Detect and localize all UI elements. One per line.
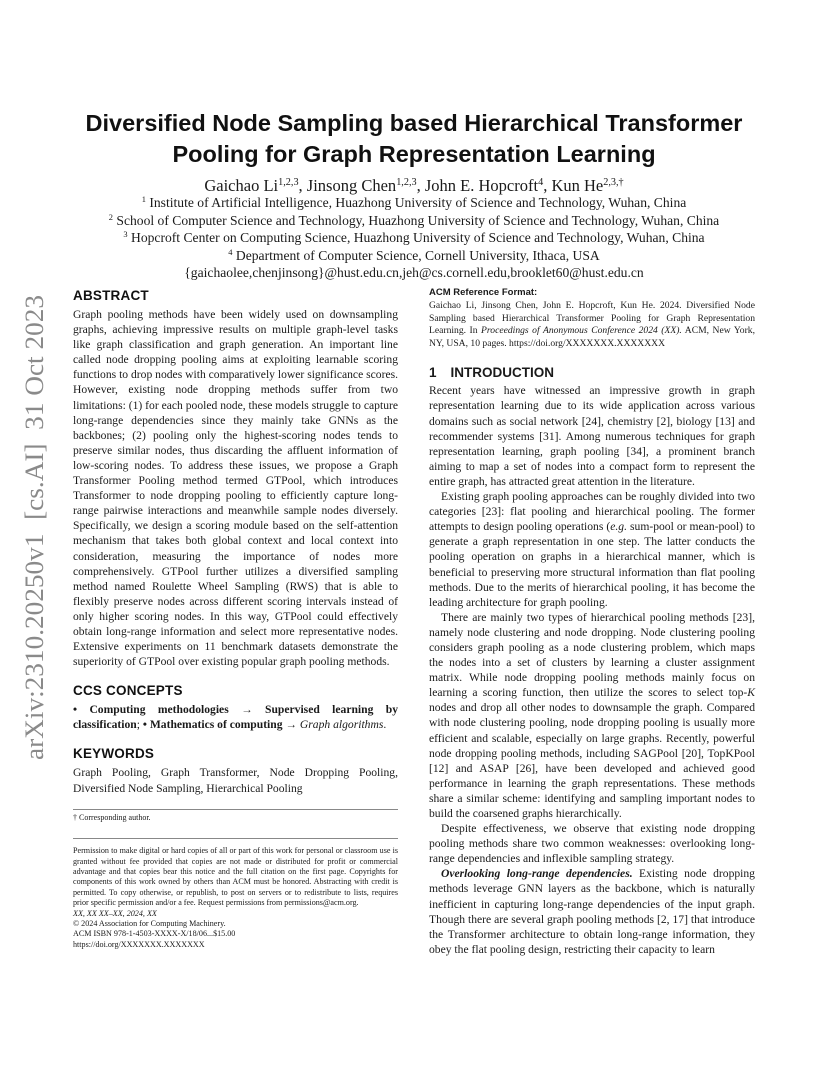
section-number: 1	[429, 365, 437, 381]
keywords-text: Graph Pooling, Graph Transformer, Node Dropping Pooling, Diversified Node Sampling, Hierarchical Pooling	[73, 766, 398, 795]
paragraph-run-in-heading: Overlooking long-range dependencies.	[441, 867, 633, 881]
arxiv-identifier-stamp	[8, 0, 58, 1072]
arxiv-stamp-text: arXiv:2310.20250v1 [cs.AI] 31 Oct 2023	[19, 308, 49, 760]
section-title: INTRODUCTION	[450, 365, 555, 381]
venue-line: XX, XX XX–XX, 2024, XX	[73, 908, 157, 918]
ccs-text: • Computing methodologies → Supervised learning by classification; • Mathematics of computing → Graph algorithms.	[73, 703, 398, 732]
affiliation-4: $^4$ Department of Computer Science, Cornell University, Ithaca, USA	[228, 246, 600, 263]
intro-paragraph-3: There are mainly two types of hierarchical pooling methods [23], namely node clustering and node dropping. Node clustering pooling considers graph pooling as a node clustering problem, which maps the nodes into a set of clusters by learning a cluster assignment matrix. While node dropping pooling methods mainly focus on learning a scoring function, then utilize the scores to select top-K nodes and drop all other nodes to downsample the graph. Compared with node clustering pooling, node dropping pooling is usually more efficient and scalable, especially on large graphs. Recently, powerful node dropping pooling methods, including SAGPool [20], TopKPool [12] and ASAP [26], have been developed and achieved good performance in learning the graph representations. These methods share a similar scheme: identifying and sampling important nodes to build the coarsened graphs hierarchically.	[429, 610, 755, 820]
author-3: John E. Hopcroft$^4$,	[424, 176, 552, 195]
affiliation-3: $^3$ Hopcroft Center on Computing Science, Huazhong University of Science and Technology, Wuhan, China	[123, 229, 705, 246]
acm-ref-text: Gaichao Li, Jinsong Chen, John E. Hopcroft, Kun He. 2024. Diversified Node Sampling based Hierarchical Transformer Pooling for Graph Representation Learning. In Proceedings of Anonymous Conference 2024 (XX). ACM, New York, NY, USA, 10 pages. https://doi.org/XXXXXXX.XXXXXXX	[429, 300, 755, 349]
paper-title	[60, 108, 768, 170]
author-emails: {gaichaolee,chenjinsong}@hust.edu.cn,jeh@cs.cornell.edu,brooklet60@hust.edu.cn	[184, 265, 644, 281]
keywords-section	[73, 745, 398, 795]
left-column	[73, 287, 398, 950]
corresponding-author-footnote: † Corresponding author.	[73, 812, 151, 822]
right-column	[429, 287, 755, 957]
permission-text: Permission to make digital or hard copies of all or part of this work for personal or classroom use is granted without fee provided that copies are not made or distributed for profit or commercial advantage and that copies bear this notice and the full citation on the first page. Copyrights for components of this work owned by others than ACM must be honored. Abstracting with credit is permitted. To copy otherwise, or republish, to post on servers or to redistribute to lists, requires prior specific permission and/or a fee. Request permissions from permissions@acm.org.	[73, 846, 398, 908]
introduction-heading	[429, 365, 755, 380]
keywords-heading: KEYWORDS	[73, 746, 155, 762]
intro-paragraph-5: Overlooking long-range dependencies. Existing node dropping methods leverage GNN layers as the backbone, which is naturally inefficient in capturing long-range dependencies of the input graph. Though there are several graph pooling methods [2, 17] that introduce the Transformer architecture to obtain long-range information, they obey the flat pooling design, restricting their capacity to learn	[429, 867, 755, 956]
doi-link[interactable]: https://doi.org/XXXXXXX.XXXXXXX	[73, 939, 205, 949]
intro-paragraph-4: Despite effectiveness, we observe that existing node dropping pooling methods share two common weaknesses: overlooking long-range dependencies and inflexible sampling strategy.	[429, 822, 755, 866]
abstract-heading: ABSTRACT	[73, 288, 149, 303]
affiliation-1: $^1$ Institute of Artificial Intelligence, Huazhong University of Science and Technology, Wuhan, China	[141, 193, 687, 210]
acm-reference-format	[429, 287, 755, 350]
author-4: Kun $He^{2,3,\dagger}$	[551, 176, 624, 195]
intro-paragraph-2: Existing graph pooling approaches can be roughly divided into two categories [23]: flat pooling and hierarchical pooling. The former attempts to design pooling operations (e.g. sum-pool or mean-pool) to generate a graph representation in one step. The latter conducts the pooling operation on graphs in a hierarchical manner, which is beneficial to preserving more structural information than flat pooling methods. Due to the merits of hierarchical pooling, it has become the leading architecture for graph pooling.	[429, 490, 755, 609]
isbn-line: ACM ISBN 978-1-4503-XXXX-X/18/06...$15.00	[73, 929, 236, 939]
acm-ref-heading: ACM Reference Format:	[429, 287, 538, 298]
author-2: Jinsong Chen$^{1,2,3}$,	[306, 176, 425, 195]
intro-paragraph-1: Recent years have witnessed an impressive growth in graph representation learning due to its wide application across various domains such as social network [24], chemistry [2], biology [13] and recommender systems [31]. Among numerous techniques for graph representation learning, graph pooling [34], a prominent branch aiming to map a set of nodes into a compact form to represent the entire graph, has attracted great attention in the literature.	[429, 384, 755, 488]
abstract-text: Graph pooling methods have been widely used on downsampling graphs, achieving impressive results on multiple graph-level tasks like graph classification and graph generation. An important line called node dropping pooling aims at exploiting learnable scoring functions to drop nodes with comparatively lower significance scores. However, existing node dropping methods suffer from two limitations: (1) for each pooled node, these models struggle to capture long-range dependencies since they mainly take GNNs as the backbones; (2) pooling only the highest-scoring nodes tends to preserve similar nodes, thus discarding the affluent information of low-scoring nodes. To address these issues, we propose a Graph Transformer Pooling method termed GTPool, which introduces Transformer to node dropping pooling to efficiently capture long-range pairwise interactions and meanwhile sample nodes diversely. Specifically, we design a scoring module based on the self-attention mechanism that takes both global context and local context into consideration, measuring the importance of nodes more comprehensively. GTPool further utilizes a diversified sampling method named Roulette Wheel Sampling (RWS) that is able to flexibly preserve nodes across different scoring intervals instead of only higher scoring nodes. In this way, GTPool could effectively obtain long-range information and select more representative nodes. Extensive experiments on 11 benchmark datasets demonstrate the superiority of GTPool over existing popular graph pooling methods.	[73, 308, 398, 669]
title-line-1: Diversified Node Sampling based Hierarchical Transformer	[85, 110, 743, 136]
author-list	[60, 175, 768, 196]
footnote-divider	[73, 809, 398, 810]
affiliation-2: $^2$ School of Computer Science and Technology, Huazhong University of Science and Technology, Wuhan, China	[108, 211, 720, 228]
ccs-concepts-section	[73, 682, 398, 732]
author-1: Gaichao Li$^{1,2,3}$,	[204, 176, 307, 195]
affiliations	[60, 194, 768, 282]
permission-notice	[73, 838, 398, 950]
title-line-2: Pooling for Graph Representation Learning	[172, 141, 656, 167]
copyright-line: © 2024 Association for Computing Machinery.	[73, 918, 226, 928]
ccs-heading: CCS CONCEPTS	[73, 683, 183, 699]
